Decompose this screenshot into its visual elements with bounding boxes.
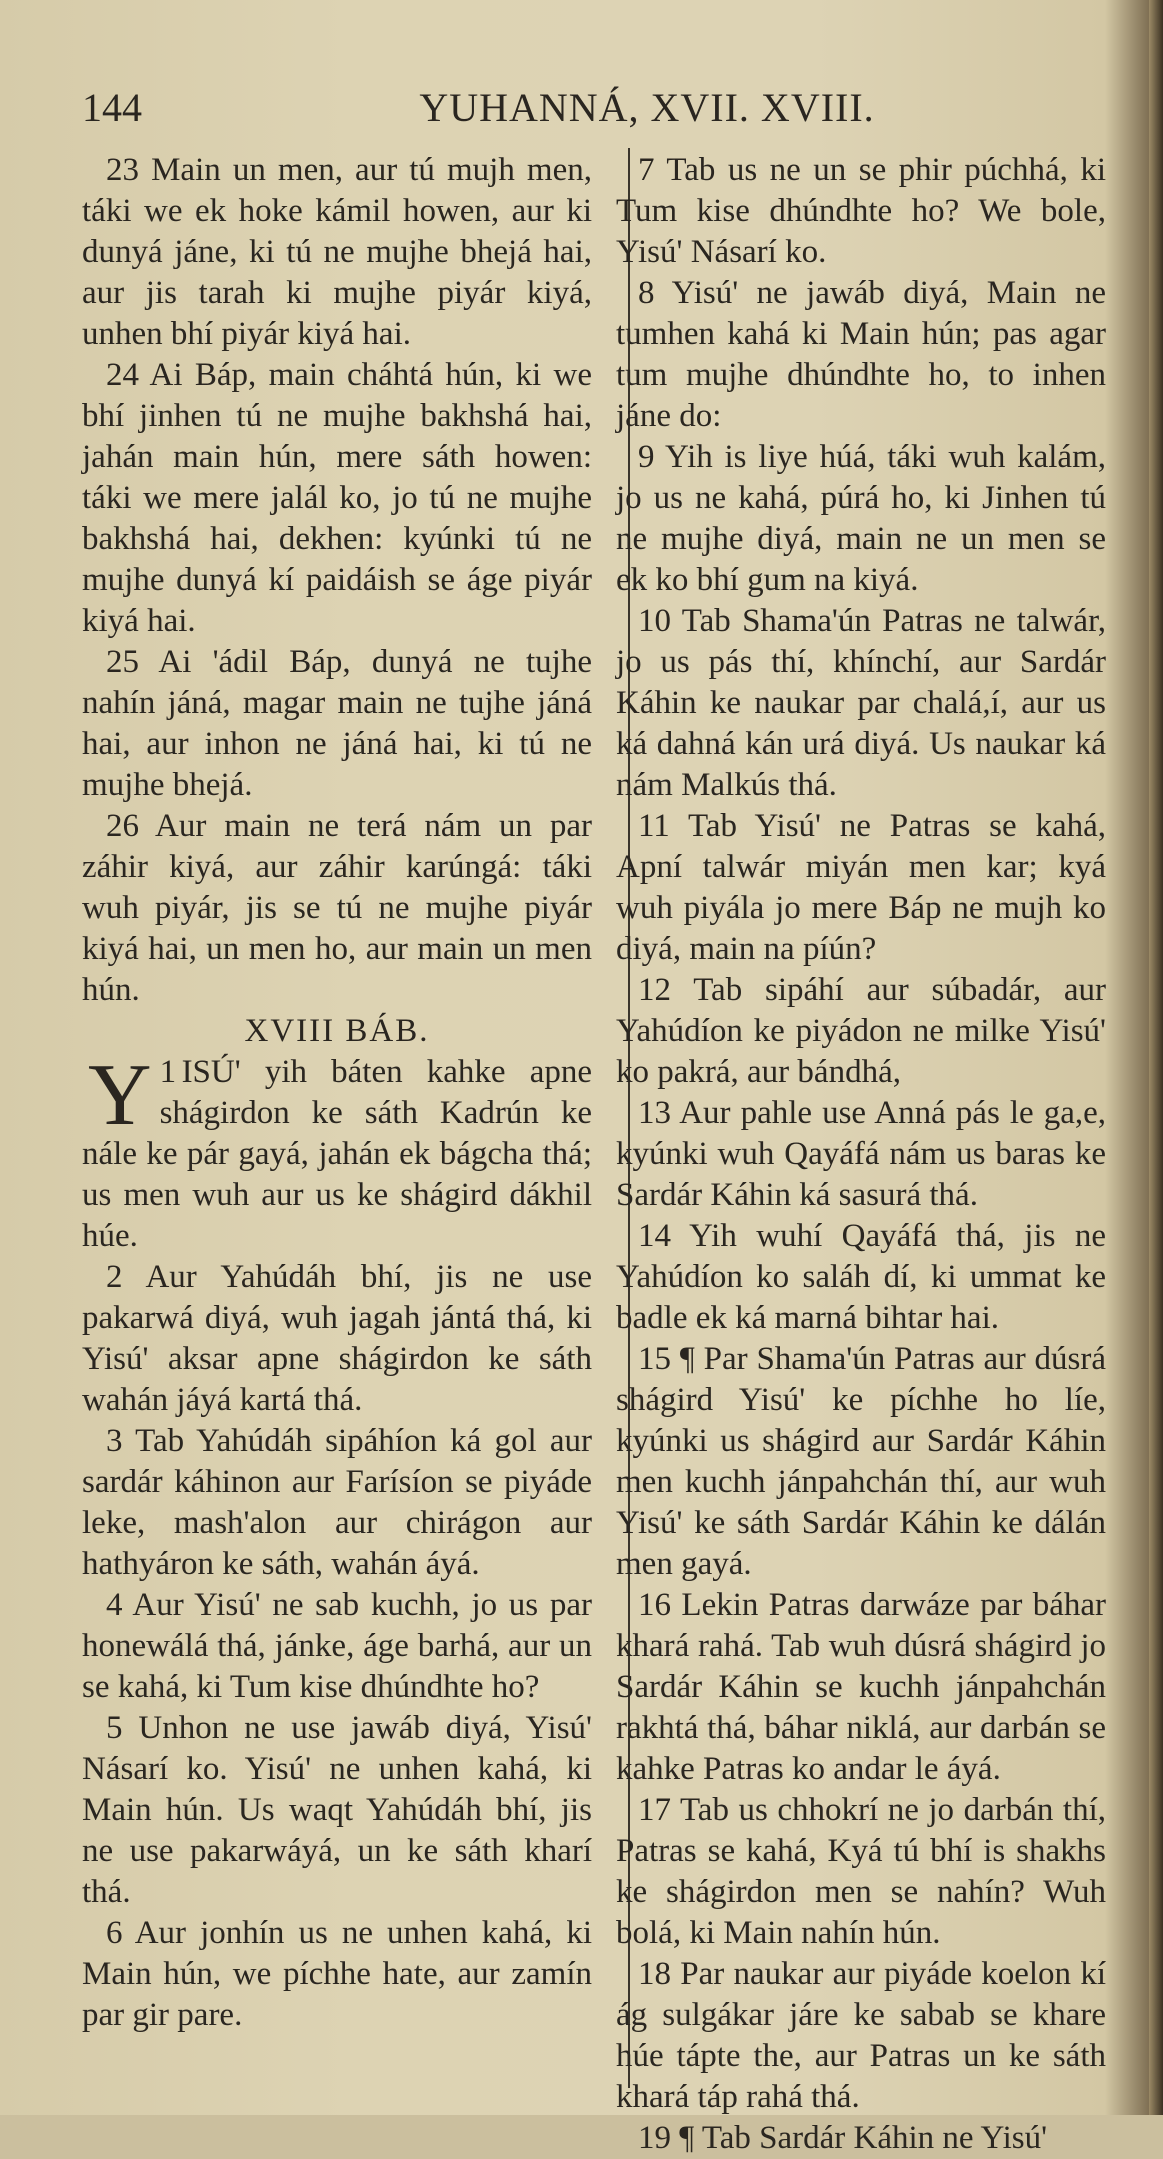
first-verse-text: ISÚ' yih báten kahke apne shágirdon ke sáth Kadrún ke nále ke pár gayá, jahán ek bágcha thá; us men wuh aur us ke shágird dákhil húe.: [82, 1054, 592, 1254]
drop-cap: Y: [88, 1047, 152, 1144]
first-verse-number: 1: [159, 1054, 177, 1090]
verse: 10 Tab Shama'ún Patras ne talwár, jo us pás thí, khínchí, aur Sardár Káhin ke naukar par chalá,í, aur us ká dahná kán urá diyá. Us naukar ká nám Malkús thá.: [616, 603, 1106, 803]
verse: 9 Yih is liye húá, táki wuh kalám, jo us ne kahá, púrá ho, ki Jinhen tú ne mujhe diyá, main ne un men se ek ko bhí gum na kiyá.: [616, 439, 1106, 598]
verse: 4 Aur Yisú' ne sab kuchh, jo us par honewálá thá, jánke, áge barhá, aur un se kahá, ki Tum kise dhúndhte ho?: [82, 1587, 592, 1705]
verse: 6 Aur jonhín us ne unhen kahá, ki Main hún, we píchhe hate, aur zamín par gir pare.: [82, 1915, 592, 2033]
verse: 3 Tab Yahúdáh sipáhíon ká gol aur sardár káhinon aur Farísíon se piyáde leke, mash'alon aur chirágon aur hathyáron ke sáth, wahán áyá.: [82, 1423, 592, 1582]
verse: 23 Main un men, aur tú mujh men, táki we ek hoke kámil howen, aur ki dunyá jáne, ki tú ne mujhe bhejá hai, aur jis tarah ki mujhe piyár kiyá, unhen bhí piyár kiyá hai.: [82, 152, 592, 352]
verse: 8 Yisú' ne jawáb diyá, Main ne tumhen kahá ki Main hún; pas agar tum mujhe dhúndhte ho, to inhen jáne do:: [616, 275, 1106, 434]
verse: 14 Yih wuhí Qayáfá thá, jis ne Yahúdíon ko saláh dí, ki ummat ke badle ek ká marná bihtar hai.: [616, 1218, 1106, 1336]
verse: 18 Par naukar aur piyáde koelon kí ág sulgákar járe ke sabab se khare húe tápte the, aur Patras un ke sáth khará táp rahá thá.: [616, 1956, 1106, 2115]
verse: 24 Ai Báp, main cháhtá hún, ki we bhí jinhen tú ne mujhe bakhshá hai, jahán main hún, mere sáth howen: táki we mere jalál ko, jo tú ne mujhe bakhshá hai, dekhen: kyúnki tú ne mujhe dunyá kí paidáish se áge piyár kiyá hai.: [82, 357, 592, 639]
verse: 16 Lekin Patras darwáze par báhar khará rahá. Tab wuh dúsrá shágird jo Sardár Káhin se kuchh jánpahchán rakhtá thá, báhar niklá, aur darbán se kahke Patras ko andar le áyá.: [616, 1587, 1106, 1787]
verse: 11 Tab Yisú' ne Patras se kahá, Apní talwár miyán men kar; kyá wuh piyála jo mere Báp ne mujh ko diyá, main na píún?: [616, 808, 1106, 967]
verse: 13 Aur pahle use Anná pás le ga,e, kyúnki wuh Qayáfá nám us baras ke Sardár Káhin ká sasurá thá.: [616, 1095, 1106, 1213]
verse: 26 Aur main ne terá nám un par záhir kiyá, aur záhir karúngá: táki wuh piyár, jis se tú ne mujhe piyár kiyá hai, un men ho, aur main un men hún.: [82, 808, 592, 1008]
verse: 5 Unhon ne use jawáb diyá, Yisú' Násarí ko. Yisú' ne unhen kahá, ki Main hún. Us waqt Yahúdáh bhí, jis ne use pakarwáyá, un ke sáth kharí thá.: [82, 1710, 592, 1910]
verse: 12 Tab sipáhí aur súbadár, aur Yahúdíon ke piyádon ne milke Yisú' ko pakrá, aur bándhá,: [616, 972, 1106, 1090]
page-edge-shadow: [1149, 0, 1163, 2115]
right-column: [616, 150, 1106, 2159]
verse: 7 Tab us ne un se phir púchhá, ki Tum kise dhúndhte ho? We bole, Yisú' Násarí ko.: [616, 152, 1106, 270]
verse: 17 Tab us chhokrí ne jo darbán thí, Patras se kahá, Kyá tú bhí is shakhs ke shágirdon men se nahín? Wuh bolá, ki Main nahín hún.: [616, 1792, 1106, 1951]
verse: 2 Aur Yahúdáh bhí, jis ne use pakarwá diyá, wuh jagah jántá thá, ki Yisú' aksar apne shágirdon ke sáth wahán jáyá kartá thá.: [82, 1259, 592, 1418]
page-header: [82, 84, 1092, 144]
first-verse: [82, 1047, 592, 1257]
left-column: [82, 150, 592, 2036]
running-head: YUHANNÁ, XVII. XVIII.: [419, 85, 875, 130]
chapter-heading: XVIII BÁB.: [244, 1013, 430, 1049]
verse: 15 ¶ Par Shama'ún Patras aur dúsrá shágird Yisú' ke píchhe ho líe, kyúnki us shágird aur Sardár Káhin men kuchh jánpahchán thí, aur wuh Yisú' ke sáth Sardár Káhin ke dálán men gayá.: [616, 1341, 1106, 1582]
verse: 25 Ai 'ádil Báp, dunyá ne tujhe nahín jáná, magar main ne tujhe jáná hai, aur inhon ne jáná hai, ki tú ne mujhe bhejá.: [82, 644, 592, 803]
page-number: 144: [82, 85, 142, 130]
verse: 19 ¶ Tab Sardár Káhin ne Yisú': [638, 2120, 1048, 2156]
